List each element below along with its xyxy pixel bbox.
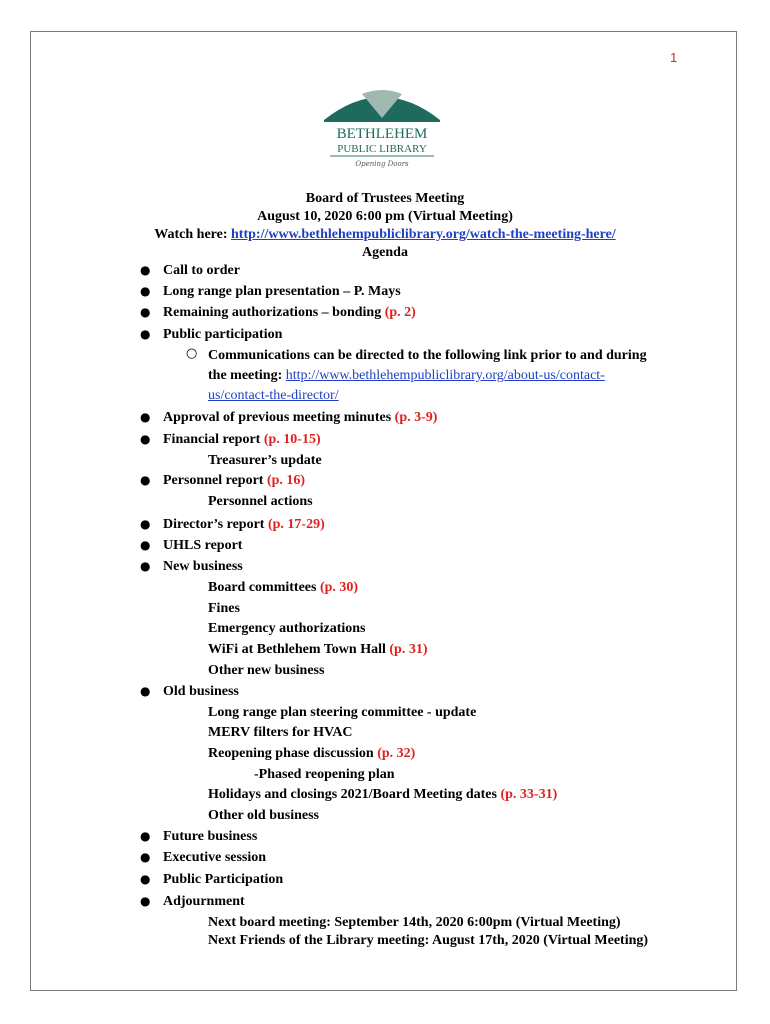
- item-remaining: Remaining authorizations – bonding (p. 2): [163, 305, 416, 320]
- item-other-new: Other new business: [208, 663, 325, 678]
- logo-tagline: Opening Doors: [355, 160, 409, 168]
- bullet-icon: ●: [140, 305, 151, 319]
- bullet-icon: ●: [140, 517, 151, 531]
- item-new-business: New business: [163, 559, 243, 574]
- bullet-icon: ●: [140, 410, 151, 424]
- item-old-business: Old business: [163, 684, 239, 699]
- bullet-icon: ●: [140, 872, 151, 886]
- page-ref: (p. 31): [389, 642, 428, 657]
- bullet-icon: ●: [140, 894, 151, 908]
- page-ref: (p. 3-9): [394, 410, 438, 425]
- logo-name: BETHLEHEM: [336, 126, 428, 142]
- agenda-document: [0, 190, 770, 948]
- item-communications-link-line: the meeting: http://www.bethlehempubliclibrary.org/about-us/contact-: [208, 368, 605, 383]
- item-steering: Long range plan steering committee - update: [208, 705, 477, 720]
- bullet-icon: ●: [140, 850, 151, 864]
- bullet-icon: ●: [140, 473, 151, 487]
- page-border: [30, 31, 737, 991]
- page-number: 1: [670, 50, 678, 65]
- page-ref: (p. 32): [377, 746, 416, 761]
- item-phased: -Phased reopening plan: [254, 767, 395, 782]
- page-ref: (p. 10-15): [263, 432, 321, 447]
- item-treasurer: Treasurer’s update: [208, 453, 322, 468]
- page-ref: (p. 33-31): [500, 787, 558, 802]
- logo-graphic: [322, 88, 442, 170]
- contact-director-link[interactable]: http://www.bethlehempubliclibrary.org/about-us/contact-: [285, 368, 605, 383]
- page-ref: (p. 16): [266, 473, 306, 488]
- item-public-participation: Public participation: [163, 327, 283, 342]
- item-future: Future business: [163, 829, 258, 844]
- item-reopening: Reopening phase discussion (p. 32): [208, 746, 416, 761]
- item-long-range: Long range plan presentation – P. Mays: [163, 284, 401, 299]
- bullet-icon: ●: [140, 684, 151, 698]
- sub-bullet-icon: ○: [186, 346, 198, 361]
- page-ref: (p. 2): [384, 305, 416, 320]
- logo-subtitle: PUBLIC LIBRARY: [337, 143, 427, 155]
- bullet-icon: ●: [140, 327, 151, 341]
- item-director: Director’s report (p. 17-29): [163, 517, 325, 532]
- library-logo: [322, 88, 442, 170]
- bullet-icon: ●: [140, 538, 151, 552]
- document-header: [0, 190, 770, 262]
- item-wifi: WiFi at Bethlehem Town Hall (p. 31): [208, 642, 428, 657]
- item-personnel: Personnel report (p. 16): [163, 473, 306, 488]
- item-other-old: Other old business: [208, 808, 319, 823]
- item-approval: Approval of previous meeting minutes (p. 3-9): [163, 410, 438, 425]
- bullet-icon: ●: [140, 559, 151, 573]
- item-next-board: Next board meeting: September 14th, 2020 6:00pm (Virtual Meeting): [208, 915, 621, 930]
- agenda-heading: Agenda: [362, 245, 408, 260]
- item-financial: Financial report (p. 10-15): [163, 432, 321, 447]
- bullet-icon: ●: [140, 284, 151, 298]
- bullet-icon: ●: [140, 263, 151, 277]
- item-call-to-order: Call to order: [163, 263, 240, 278]
- item-uhls: UHLS report: [163, 538, 243, 553]
- meeting-title: Board of Trustees Meeting: [305, 191, 465, 206]
- item-merv: MERV filters for HVAC: [208, 725, 353, 740]
- watch-line: [0, 226, 770, 244]
- item-communications: Communications can be directed to the following link prior to and during: [208, 348, 647, 363]
- item-communications-link-line2: [208, 387, 339, 405]
- bullet-icon: ●: [140, 829, 151, 843]
- item-fines: Fines: [208, 601, 240, 616]
- meeting-date: August 10, 2020 6:00 pm (Virtual Meeting): [257, 209, 513, 224]
- watch-link[interactable]: http://www.bethlehempubliclibrary.org/watch-the-meeting-here/: [231, 227, 616, 242]
- contact-director-link-cont[interactable]: us/contact-the-director/: [208, 388, 339, 403]
- item-executive: Executive session: [163, 850, 267, 865]
- watch-label: Watch here:: [154, 227, 232, 242]
- page-ref: (p. 30): [319, 580, 359, 595]
- item-adjournment: Adjournment: [163, 894, 245, 909]
- item-public-participation-2: Public Participation: [163, 872, 284, 887]
- item-next-friends: Next Friends of the Library meeting: August 17th, 2020 (Virtual Meeting): [208, 933, 649, 948]
- item-board-committees: Board committees (p. 30): [208, 580, 359, 595]
- item-holidays: Holidays and closings 2021/Board Meeting dates (p. 33-31): [208, 787, 558, 802]
- item-emergency: Emergency authorizations: [208, 621, 366, 636]
- item-personnel-actions: Personnel actions: [208, 494, 313, 509]
- page-ref: (p. 17-29): [267, 517, 325, 532]
- bullet-icon: ●: [140, 432, 151, 446]
